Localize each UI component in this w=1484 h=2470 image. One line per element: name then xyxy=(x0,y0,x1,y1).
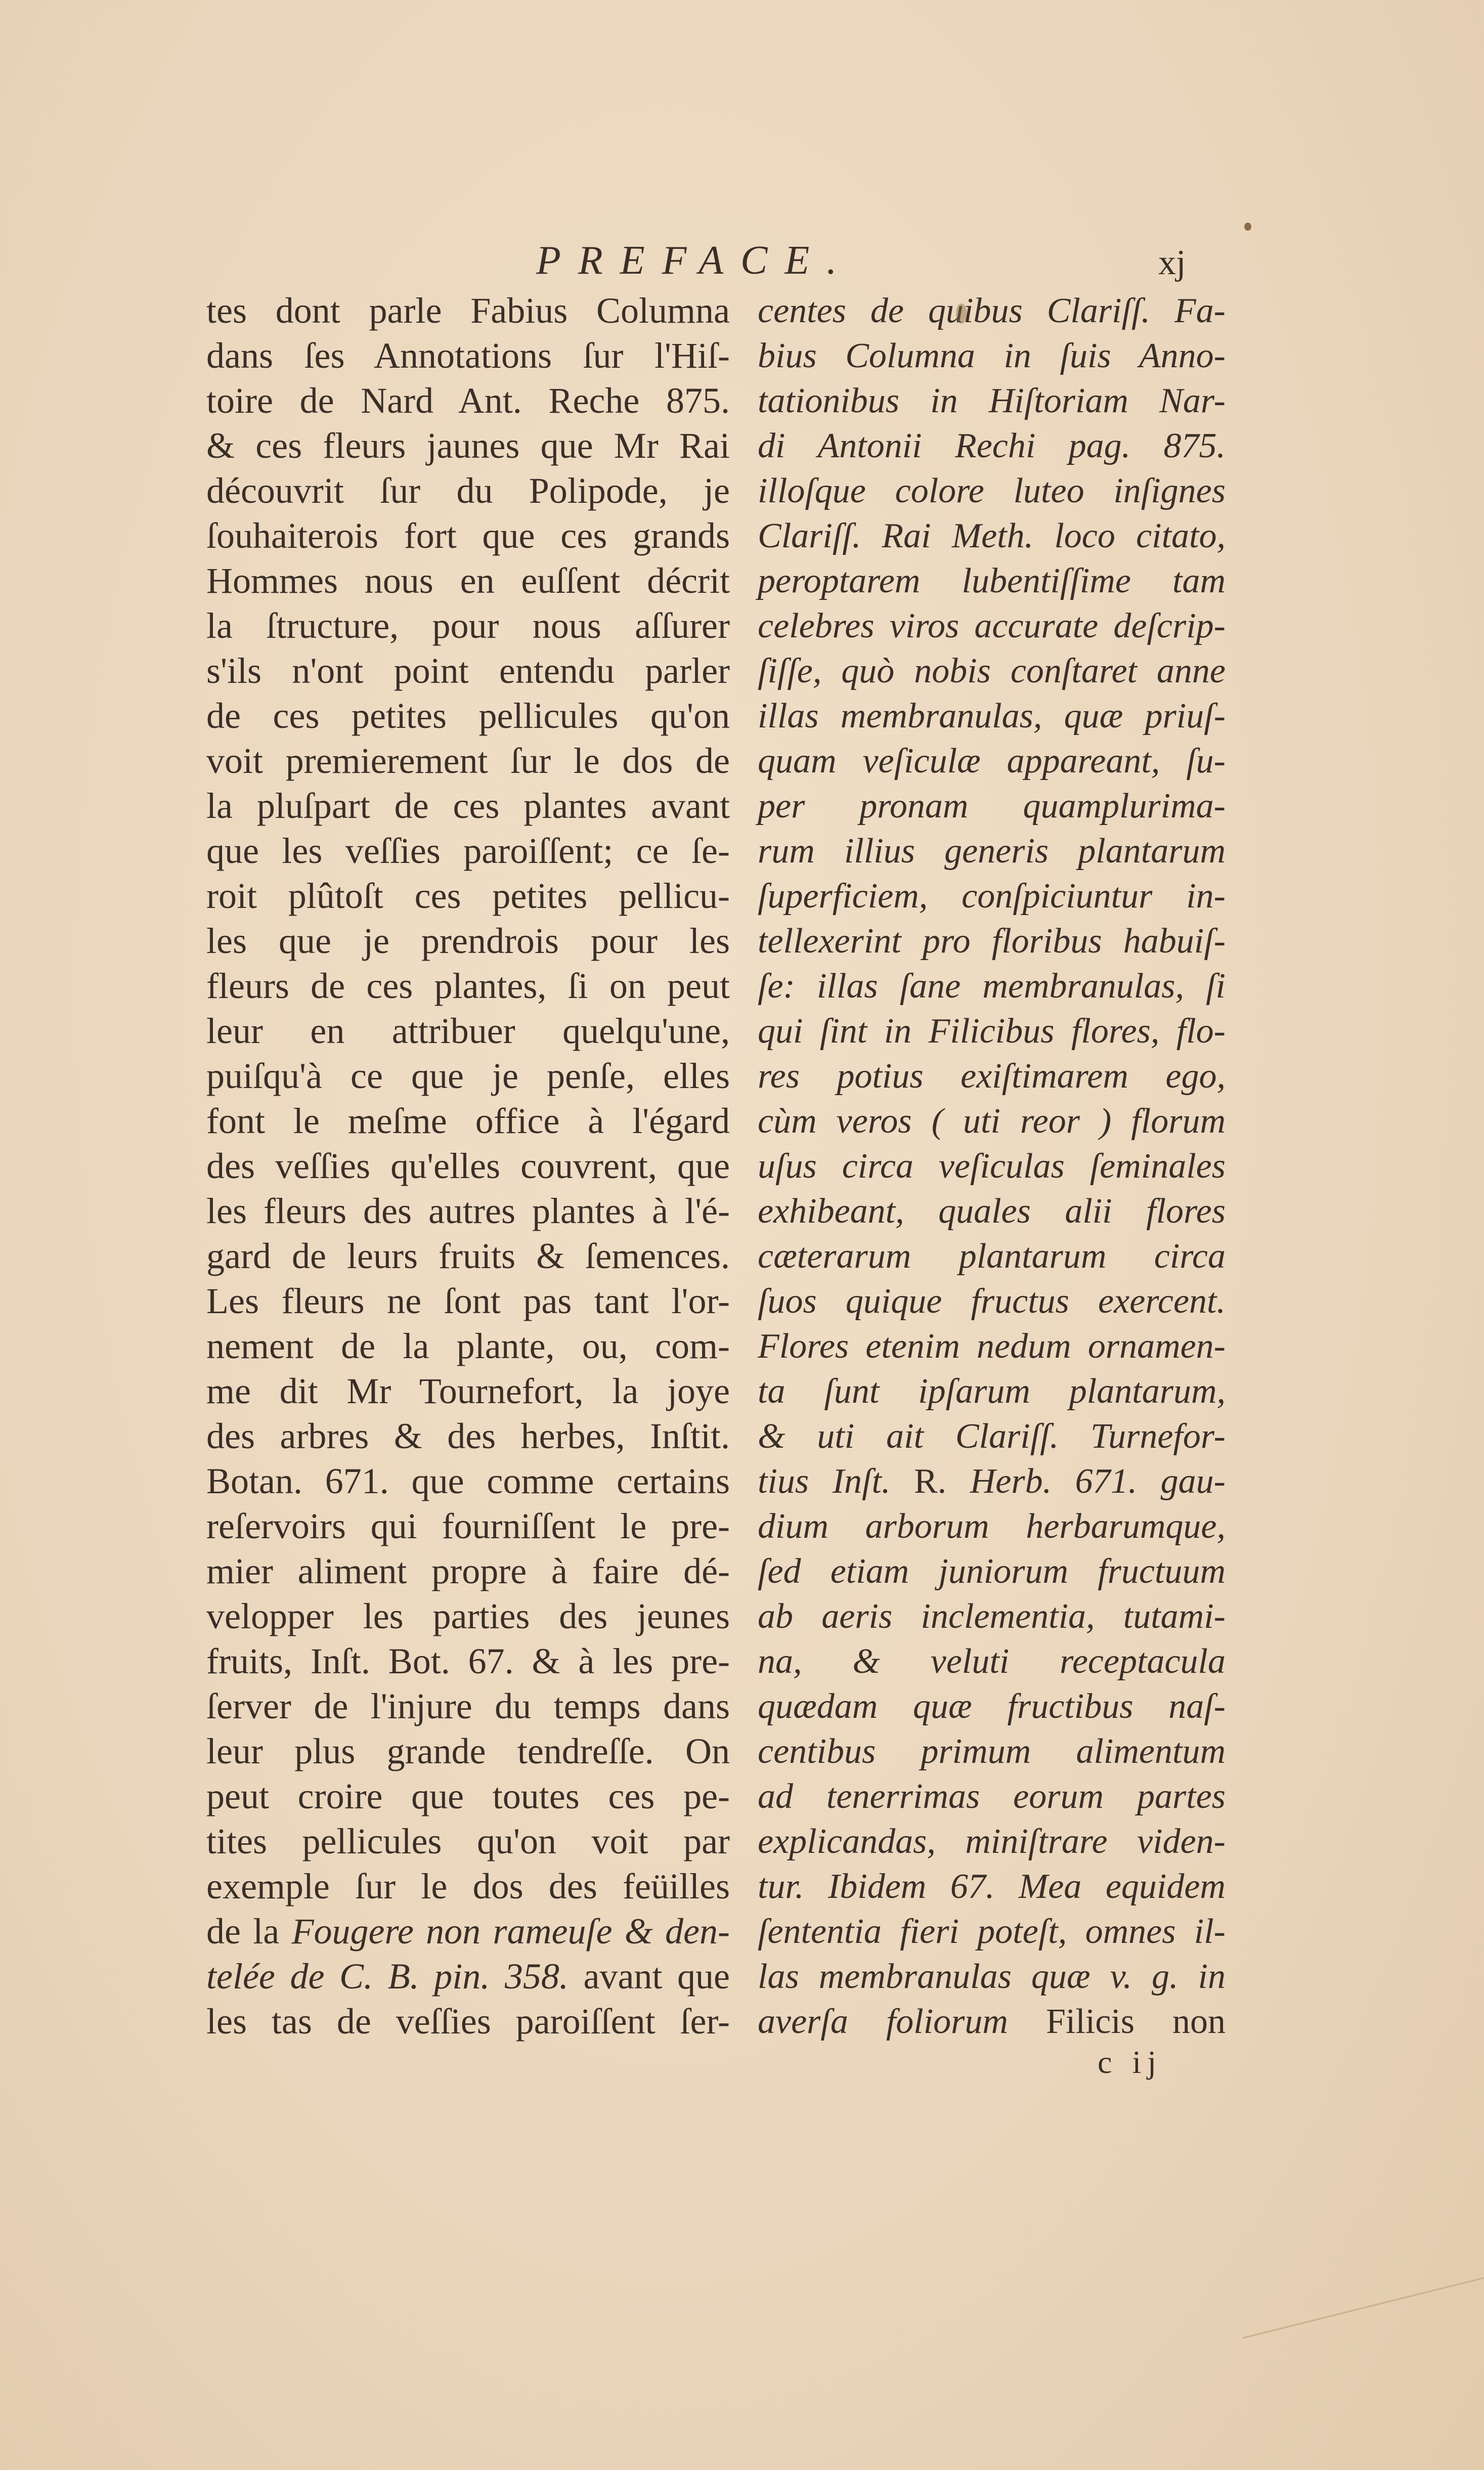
text-line xyxy=(206,1324,730,1369)
text-line xyxy=(206,1144,730,1189)
text-segment: la pluſpart de ces plantes avant xyxy=(206,786,730,826)
text-segment: ſuperficiem, conſpiciuntur in- xyxy=(758,877,1226,916)
text-line xyxy=(206,694,730,739)
text-segment: centes de quibus Clariſſ. Fa- xyxy=(758,291,1226,330)
text-line xyxy=(758,1819,1226,1864)
text-line xyxy=(758,1999,1226,2044)
text-segment: voit premierement ſur le dos de xyxy=(206,741,730,781)
text-line xyxy=(758,1594,1226,1639)
text-segment: Filicis non xyxy=(1045,2002,1226,2041)
text-line xyxy=(758,829,1226,874)
text-segment: Flores etenim nedum ornamen- xyxy=(758,1327,1226,1366)
text-line xyxy=(758,1369,1226,1414)
text-line xyxy=(758,1009,1226,1054)
text-segment: des veſſies qu'elles couvrent, que xyxy=(206,1146,730,1186)
text-segment: Fougere non rameuſe & den- xyxy=(291,1911,730,1952)
text-line xyxy=(758,333,1226,378)
text-segment: Herb. 671. gau- xyxy=(946,1462,1226,1501)
text-segment: las membranulas quæ v. g. in xyxy=(758,1957,1226,1996)
text-segment: font le meſme office à l'égard xyxy=(206,1101,730,1141)
text-line xyxy=(758,1234,1226,1279)
text-line xyxy=(758,1324,1226,1369)
text-segment: di Antonii Rechi pag. 875. xyxy=(758,426,1226,465)
text-line xyxy=(206,829,730,874)
text-line xyxy=(206,1189,730,1234)
text-segment: illas membranulas, quæ priuſ- xyxy=(758,697,1226,735)
text-segment: ſententia fieri poteſt, omnes il- xyxy=(758,1912,1226,1951)
text-segment: na, & veluti receptacula xyxy=(758,1642,1226,1681)
text-segment: peut croire que toutes ces pe- xyxy=(206,1776,730,1816)
foxing-spot xyxy=(956,304,967,324)
text-segment: tur. Ibidem 67. Mea equidem xyxy=(758,1867,1226,1906)
text-line xyxy=(758,919,1226,964)
text-line xyxy=(758,1279,1226,1324)
text-segment: Hommes nous en euſſent décrit xyxy=(206,560,730,601)
text-line xyxy=(758,1639,1226,1684)
text-segment: velopper les parties des jeunes xyxy=(206,1596,730,1636)
text-line xyxy=(206,1369,730,1414)
text-segment: ſuos quique fructus exercent. xyxy=(758,1282,1226,1321)
text-segment: telée de C. B. pin. 358. xyxy=(206,1956,569,1997)
text-line xyxy=(206,739,730,784)
text-line xyxy=(206,1054,730,1099)
text-segment: peroptarem lubentiſſime tam xyxy=(758,561,1226,600)
text-segment: leur en attribuer quelqu'une, xyxy=(206,1011,730,1051)
text-line xyxy=(758,694,1226,739)
text-line xyxy=(758,964,1226,1009)
text-line xyxy=(758,558,1226,603)
text-line xyxy=(758,1864,1226,1909)
text-segment: tes dont parle Fabius Columna xyxy=(206,290,730,331)
text-segment: rum illius generis plantarum xyxy=(758,832,1226,871)
text-segment: bius Columna in ſuis Anno- xyxy=(758,336,1226,375)
text-line xyxy=(758,1684,1226,1729)
text-segment: dium arborum herbarumque, xyxy=(758,1507,1226,1546)
text-segment: illoſque colore luteo inſignes xyxy=(758,471,1226,510)
text-segment: s'ils n'ont point entendu parler xyxy=(206,651,730,691)
text-segment: ſouhaiterois fort que ces grands xyxy=(206,515,730,556)
text-segment: dans ſes Annotations ſur l'Hiſ- xyxy=(206,335,730,376)
text-line xyxy=(206,784,730,829)
text-line xyxy=(206,1684,730,1729)
text-line xyxy=(206,558,730,603)
text-segment: ab aeris inclementia, tutami- xyxy=(758,1597,1226,1636)
text-line xyxy=(206,964,730,1009)
text-line xyxy=(206,423,730,468)
text-segment: ta ſunt ipſarum plantarum, xyxy=(758,1372,1226,1411)
text-segment: ſe: illas ſane membranulas, ſi xyxy=(758,967,1226,1006)
text-line xyxy=(758,1054,1226,1099)
text-line xyxy=(758,784,1226,829)
text-line xyxy=(758,648,1226,694)
text-line xyxy=(206,1909,730,1954)
text-line xyxy=(206,288,730,333)
text-segment: que les veſſies paroiſſent; ce ſe- xyxy=(206,831,730,871)
text-segment: mier aliment propre à faire dé- xyxy=(206,1551,730,1591)
text-segment: roit plûtoſt ces petites pellicu- xyxy=(206,876,730,916)
text-line xyxy=(758,1099,1226,1144)
text-segment: Botan. 671. que comme certains xyxy=(206,1461,730,1501)
running-title: PREFACE. xyxy=(536,238,854,283)
text-line xyxy=(206,1864,730,1909)
text-segment: ſerver de l'injure du temps dans xyxy=(206,1686,730,1726)
text-segment: quam veſiculæ appareant, ſu- xyxy=(758,742,1226,781)
text-line xyxy=(758,1954,1226,1999)
text-segment: les fleurs des autres plantes à l'é- xyxy=(206,1191,730,1231)
text-line xyxy=(206,1459,730,1504)
text-line xyxy=(758,378,1226,423)
text-line xyxy=(758,1189,1226,1234)
text-segment: exhibeant, quales alii flores xyxy=(758,1192,1226,1231)
text-segment: nement de la plante, ou, com- xyxy=(206,1326,730,1366)
text-line xyxy=(206,1549,730,1594)
text-line xyxy=(758,1459,1226,1504)
text-segment: ad tenerrimas eorum partes xyxy=(758,1777,1226,1816)
text-segment: celebres viros accurate deſcrip- xyxy=(758,606,1226,645)
text-segment: toire de Nard Ant. Reche 875. xyxy=(206,380,730,421)
text-line xyxy=(206,1099,730,1144)
text-line xyxy=(758,1549,1226,1594)
text-line xyxy=(758,1144,1226,1189)
foxing-spot xyxy=(1244,223,1251,231)
text-line xyxy=(206,513,730,558)
text-segment: R. xyxy=(913,1462,947,1501)
text-line xyxy=(758,288,1226,333)
text-line xyxy=(206,919,730,964)
text-line xyxy=(206,1639,730,1684)
text-line xyxy=(206,1774,730,1819)
text-line xyxy=(758,423,1226,468)
latin-text-column xyxy=(758,288,1226,2044)
text-segment: puiſqu'à ce que je penſe, elles xyxy=(206,1056,730,1096)
text-line xyxy=(758,1729,1226,1774)
text-segment: averſa foliorum xyxy=(758,2002,1046,2041)
text-segment: tationibus in Hiſtoriam Nar- xyxy=(758,381,1226,420)
text-line xyxy=(206,874,730,919)
text-segment: fleurs de ces plantes, ſi on peut xyxy=(206,966,730,1006)
text-line xyxy=(206,1999,730,2044)
text-line xyxy=(206,1279,730,1324)
text-line xyxy=(206,378,730,423)
text-segment: uſus circa veſiculas ſeminales xyxy=(758,1147,1226,1186)
text-segment: les que je prendrois pour les xyxy=(206,921,730,961)
text-segment: centibus primum alimentum xyxy=(758,1732,1226,1771)
text-line xyxy=(206,1504,730,1549)
text-line xyxy=(758,513,1226,558)
text-line xyxy=(206,468,730,513)
text-segment: qui ſint in Filicibus flores, flo- xyxy=(758,1012,1226,1051)
text-line xyxy=(206,1954,730,1999)
text-line xyxy=(758,739,1226,784)
text-line xyxy=(758,603,1226,648)
text-segment: tellexerint pro floribus habuiſ- xyxy=(758,922,1226,961)
text-segment: & ces fleurs jaunes que Mr Rai xyxy=(206,425,730,466)
text-segment: reſervoirs qui fourniſſent le pre- xyxy=(206,1506,730,1546)
text-segment: exemple ſur le dos des feüilles xyxy=(206,1866,730,1906)
text-segment: les tas de veſſies paroiſſent ſer- xyxy=(206,2001,730,2042)
text-segment: me dit Mr Tournefort, la joye xyxy=(206,1371,730,1411)
text-line xyxy=(206,1234,730,1279)
text-segment: ſiſſe, quò nobis conſtaret anne xyxy=(758,652,1226,690)
text-segment: tius Inſt. xyxy=(758,1462,914,1501)
text-line xyxy=(206,1414,730,1459)
text-line xyxy=(206,648,730,694)
french-text-column xyxy=(206,288,730,2044)
page-number: xj xyxy=(1158,243,1186,282)
text-line xyxy=(758,1414,1226,1459)
text-segment: de ces petites pellicules qu'on xyxy=(206,696,730,736)
text-segment: des arbres & des herbes, Inſtit. xyxy=(206,1416,730,1456)
signature-mark: c ij xyxy=(1098,2044,1162,2080)
text-segment: Les fleurs ne ſont pas tant l'or- xyxy=(206,1281,730,1321)
text-segment: cæterarum plantarum circa xyxy=(758,1237,1226,1276)
text-line xyxy=(758,1774,1226,1819)
text-segment: tites pellicules qu'on voit par xyxy=(206,1821,730,1861)
text-line xyxy=(758,874,1226,919)
text-segment: Clariſſ. Rai Meth. loco citato, xyxy=(758,516,1226,555)
text-segment: avant que xyxy=(568,1956,730,1997)
text-segment: découvrit ſur du Polipode, je xyxy=(206,470,730,511)
text-segment: fruits, Inſt. Bot. 67. & à les pre- xyxy=(206,1641,730,1681)
text-segment: explicandas, miniſtrare viden- xyxy=(758,1822,1226,1861)
text-segment: la ſtructure, pour nous aſſurer xyxy=(206,605,730,646)
text-segment: gard de leurs fruits & ſemences. xyxy=(206,1236,730,1276)
text-line xyxy=(758,1504,1226,1549)
text-line xyxy=(206,1009,730,1054)
text-segment: leur plus grande tendreſſe. On xyxy=(206,1731,730,1771)
text-segment: quædam quæ fructibus naſ- xyxy=(758,1687,1226,1726)
text-line xyxy=(758,468,1226,513)
text-line xyxy=(206,1729,730,1774)
text-line xyxy=(206,333,730,378)
text-line xyxy=(206,1594,730,1639)
text-line xyxy=(206,603,730,648)
text-segment: ſed etiam juniorum fructuum xyxy=(758,1552,1226,1591)
text-segment: res potius exiſtimarem ego, xyxy=(758,1057,1226,1096)
text-line xyxy=(758,1909,1226,1954)
text-segment: de la xyxy=(206,1911,292,1952)
text-segment: & uti ait Clariſſ. Turnefor- xyxy=(758,1417,1226,1456)
text-segment: cùm veros ( uti reor ) florum xyxy=(758,1102,1226,1141)
page-corner-crease xyxy=(1243,2276,1484,2339)
text-segment: per pronam quamplurima- xyxy=(758,787,1226,826)
text-line xyxy=(206,1819,730,1864)
